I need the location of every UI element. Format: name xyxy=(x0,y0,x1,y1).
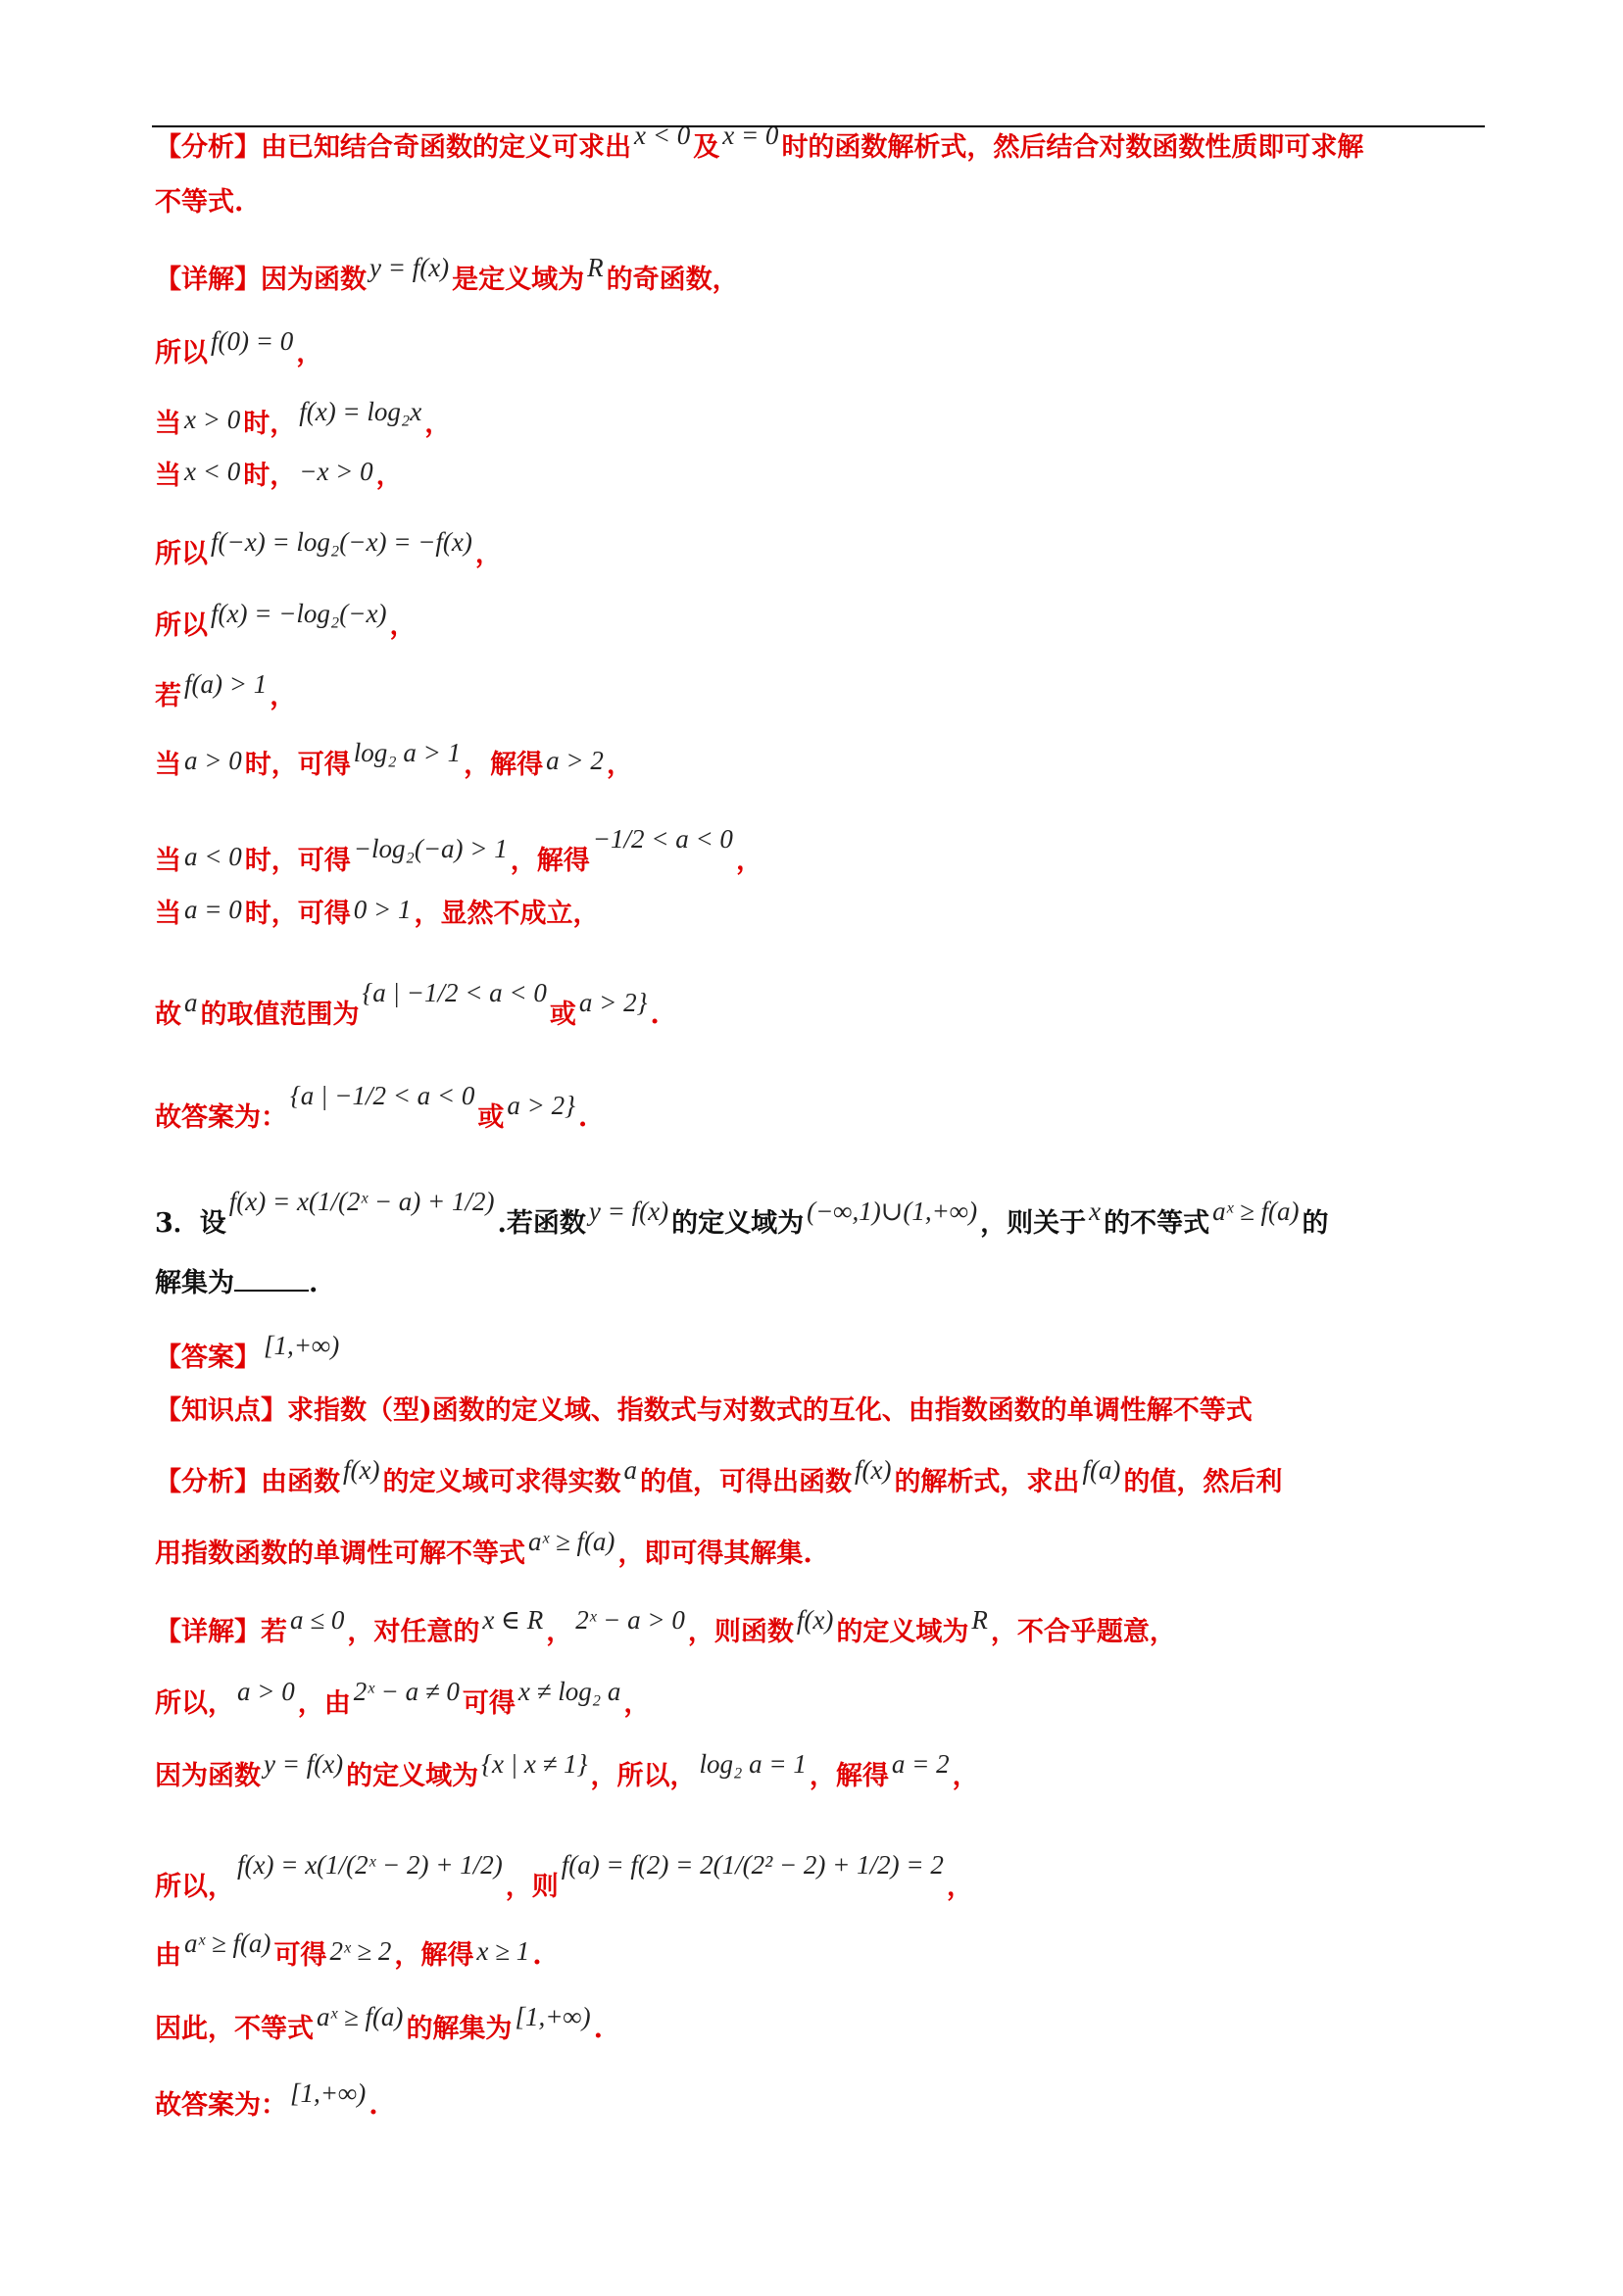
math-expr: aˣ ≥ f(a) xyxy=(317,2002,404,2031)
math-expr: x ∈ R xyxy=(482,1605,544,1635)
math-expr: a = 2 xyxy=(891,1749,950,1779)
math-expr: (−∞,1)∪(1,+∞) xyxy=(807,1197,978,1226)
solution-line: 若 f(a) > 1 ， xyxy=(155,676,1507,716)
solution-line: 所以， a > 0 ，由 2ˣ − a ≠ 0 可得 x ≠ log₂ a ， xyxy=(155,1684,1507,1724)
math-expr: a xyxy=(623,1455,637,1485)
math-expr: a > 2} xyxy=(507,1091,575,1120)
math-expr: a > 2 xyxy=(546,746,604,775)
math-expr: x ≥ 1 xyxy=(476,1936,530,1966)
math-expr: a > 0 xyxy=(237,1677,295,1706)
solution-line-1: 【详解】因为函数 y = f(x) 是定义域为 R 的奇函数， xyxy=(155,260,1507,300)
math-expr: f(a) > 1 xyxy=(184,669,268,699)
math-expr: log₂ a > 1 xyxy=(353,738,462,767)
math-expr: [1,+∞) xyxy=(290,2078,367,2108)
solution-line: 当 a = 0 时，可得 0 > 1 ，显然不成立， xyxy=(155,894,1507,934)
solution-line: 由 aˣ ≥ f(a) 可得 2ˣ ≥ 2 ，解得 x ≥ 1 . xyxy=(155,1935,1507,1976)
math-expr: a ≤ 0 xyxy=(290,1605,345,1635)
final-answer-line: 故答案为：{a | −1/2 < a < 0或 a > 2} . xyxy=(155,1098,1507,1138)
question-3-line-2: 解集为 . xyxy=(155,1264,1507,1303)
solution-line: 所以，f(x) = x(1/(2ˣ − 2) + 1/2)，则f(a) = f(2) = 2(1/(2² − 2) + 1/2) = 2， xyxy=(155,1867,1507,1907)
analysis-line-2: 用指数函数的单调性可解不等式 aˣ ≥ f(a) ，即可得其解集. xyxy=(155,1534,1507,1574)
math-expr: 2ˣ − a ≠ 0 xyxy=(353,1677,460,1706)
math-expr: a > 0 xyxy=(184,746,242,775)
math-expr: {a | −1/2 < a < 0 xyxy=(362,978,547,1007)
solution-line: 所以 f(−x) = log₂(−x) = −f(x) ， xyxy=(155,534,1507,574)
math-expr: y = f(x) xyxy=(369,253,450,282)
math-expr: x < 0 xyxy=(184,457,241,486)
math-expr: f(x) xyxy=(343,1455,380,1485)
math-expr: R xyxy=(587,253,604,282)
math-expr: x < 0 xyxy=(634,121,691,150)
math-expr: f(−x) = log₂(−x) = −f(x) xyxy=(211,527,472,557)
solution-line: 当 a < 0 时，可得 −log₂(−a) > 1 ，解得−1/2 < a < 0， xyxy=(155,841,1507,881)
math-expr: [1,+∞) xyxy=(515,2002,591,2031)
math-expr: 0 > 1 xyxy=(353,895,412,924)
analysis-line-1: 【分析】由已知结合奇函数的定义可求出 x < 0 及 x = 0 时的函数解析式，然后结合对数函数性质即可求解 xyxy=(155,127,1507,168)
math-expr: −x > 0 xyxy=(299,457,373,486)
math-expr: R xyxy=(971,1605,988,1635)
math-expr: aˣ ≥ f(a) xyxy=(1212,1197,1300,1226)
solution-line: 当 x < 0 时， −x > 0 ， xyxy=(155,456,1507,496)
math-expr: f(x) xyxy=(796,1605,834,1635)
math-expr: x > 0 xyxy=(184,405,241,434)
answer-blank xyxy=(234,1264,309,1292)
math-expr: f(0) = 0 xyxy=(211,326,294,356)
math-expr: 2ˣ − a > 0 xyxy=(575,1605,685,1635)
math-expr: a = 0 xyxy=(184,895,242,924)
solution-line: 因此，不等式 aˣ ≥ f(a) 的解集为 [1,+∞) . xyxy=(155,2009,1507,2049)
solution-line: 当 a > 0 时，可得 log₂ a > 1 ，解得 a > 2 ， xyxy=(155,745,1507,785)
solution-label: 【详解】 xyxy=(155,265,261,295)
math-expr: −1/2 < a < 0 xyxy=(592,824,733,854)
math-expr: log₂ a = 1 xyxy=(699,1749,807,1779)
math-expr: a xyxy=(184,988,198,1017)
math-expr: f(a) = f(2) = 2(1/(2² − 2) + 1/2) = 2 xyxy=(561,1850,944,1880)
math-expr: a < 0 xyxy=(184,842,242,871)
math-expr: x xyxy=(1089,1197,1102,1226)
math-expr: f(x) = log₂x xyxy=(299,397,422,426)
answer-line xyxy=(155,1331,1507,1378)
solution-line: 因为函数 y = f(x) 的定义域为 {x | x ≠ 1} ，所以， log₂ a = 1 ，解得 a = 2 ， xyxy=(155,1756,1507,1796)
analysis-label: 【分析】 xyxy=(155,132,261,163)
math-expr: a > 2} xyxy=(578,988,648,1017)
solution-line: 所以 f(x) = −log₂(−x) ， xyxy=(155,606,1507,646)
question-3-line-1: 3．设f(x) = x(1/(2ˣ − a) + 1/2).若函数 y = f(x) 的定义域为 (−∞,1)∪(1,+∞) ，则关于 x 的不等式 aˣ ≥ f(a) 的 xyxy=(155,1203,1507,1244)
math-expr: −log₂(−a) > 1 xyxy=(353,834,508,863)
math-expr: {a | −1/2 < a < 0 xyxy=(290,1081,475,1110)
math-expr: 2ˣ ≥ 2 xyxy=(329,1936,392,1966)
analysis-line-1: 【分析】由函数 f(x) 的定义域可求得实数 a 的值，可得出函数 f(x) 的解析式，求出 f(a) 的值，然后利 xyxy=(155,1462,1507,1502)
answer-label: 【答案】 xyxy=(155,1343,261,1373)
final-answer-line: 故答案为： [1,+∞) . xyxy=(155,2085,1507,2125)
solution-label: 【详解】 xyxy=(155,1617,261,1647)
solution-line: 所以 f(0) = 0 ， xyxy=(155,333,1507,373)
math-expr: [1,+∞) xyxy=(264,1331,340,1360)
math-expr: f(x) = −log₂(−x) xyxy=(211,599,387,628)
math-expr: aˣ ≥ f(a) xyxy=(528,1527,615,1556)
math-expr: f(x) = x(1/(2ˣ − 2) + 1/2) xyxy=(237,1850,503,1880)
math-expr: y = f(x) xyxy=(264,1749,344,1779)
math-expr: x = 0 xyxy=(722,121,779,150)
math-expr: f(x) = x(1/(2ˣ − a) + 1/2) xyxy=(228,1187,495,1216)
math-expr: aˣ ≥ f(a) xyxy=(184,1929,271,1958)
math-expr: f(a) xyxy=(1082,1455,1121,1485)
math-expr: f(x) xyxy=(854,1455,892,1485)
analysis-line-2: 不等式. xyxy=(155,187,244,218)
question-number: 3．设 xyxy=(155,1208,226,1239)
math-expr: y = f(x) xyxy=(588,1197,669,1226)
solution-line: 当 x > 0 时， f(x) = log₂x ， xyxy=(155,404,1507,444)
math-expr: {x | x ≠ 1} xyxy=(481,1749,588,1779)
analysis-label: 【分析】 xyxy=(155,1467,261,1497)
math-expr: x ≠ log₂ a xyxy=(517,1677,621,1706)
solution-line: 故 a 的取值范围为{a | −1/2 < a < 0或 a > 2} . xyxy=(155,995,1507,1035)
solution-line-1: 【详解】若 a ≤ 0 ，对任意的 x ∈ R ， 2ˣ − a > 0 ，则函数 f(x) 的定义域为 R ，不合乎题意， xyxy=(155,1612,1507,1652)
knowledge-point-line: 【知识点】求指数（型)函数的定义域、指数式与对数式的互化、由指数函数的单调性解不等式 xyxy=(155,1395,1253,1426)
